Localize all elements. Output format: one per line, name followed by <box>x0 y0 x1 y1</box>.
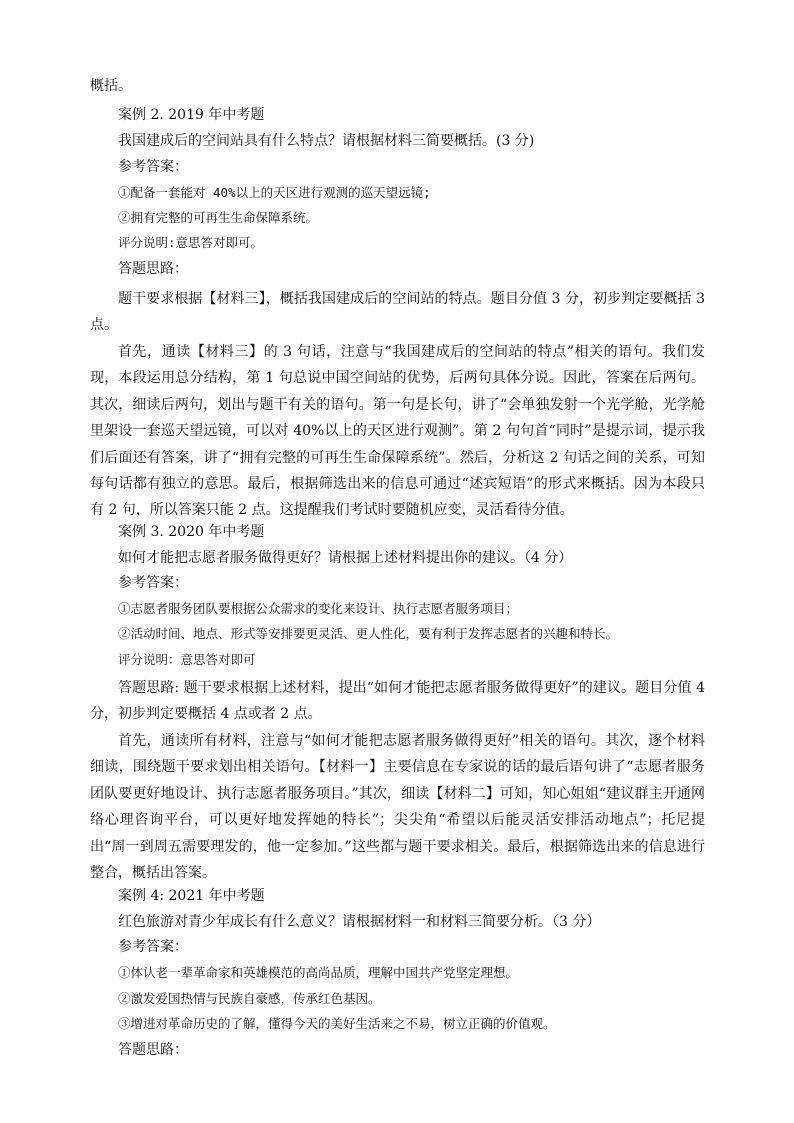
case-4-answer-label: 参考答案： <box>118 939 188 955</box>
case-4-answer-3: ③增进对革命历史的了解，懂得今天的美好生活来之不易，树立正确的价值观。 <box>118 1016 556 1031</box>
case-2-answer-1: ①配备一套能对 40%以上的天区进行观测的巡天望远镜; <box>118 185 431 200</box>
case-4-approach-label: 答题思路： <box>118 1042 188 1058</box>
case-2-scoring-note: 评分说明:意思答对即可。 <box>118 235 264 250</box>
case-2-approach-label: 答题思路： <box>118 261 188 277</box>
case-3-approach-paragraph-1: 答题思路: 题干要求根据上述材料，提出“如何才能把志愿者服务做得更好”的建议。题目分值 4 分，初步判定要概括 4 点或者 2 点。 <box>90 680 705 723</box>
case-4-answer-2: ②激发爱国热情与民族自豪感，传承红色基因。 <box>118 991 381 1006</box>
case-2-approach-paragraph-2: 首先，通读【材料三】的 3 句话，注意与“我国建成后的空间站的特点”相关的语句。我们发现，本段运用总分结构，第 1 句总说中国空间站的优势，后两句具体分说。因此，答案在后两句。其次，细读后两句，划出与题干有关的语句。第一句是长句，讲了“会单独发射一个光学舱，光学舱里架设一套巡天望远镜，可以对 40%以上的天区进行观测”。第 2 句句首“同时”是提示词，提示我们后面还有答案，讲了“拥有完整的可再生生命保障系统”。然后，分析这 2 句话之间的关系，可知每句话都有独立的意思。最后，根据筛选出来的信息可通过“述宾短语”的形式来概括。因为本段只有 2 句，所以答案只能 2 点。这提醒我们考试时要随机应变，灵活看待分值。 <box>90 344 705 519</box>
case-3-scoring-note: 评分说明：意思答对即可 <box>118 652 256 667</box>
case-2-heading: 案例 2. 2019 年中考题 <box>118 107 265 123</box>
case-2-approach-paragraph-1: 题干要求根据【材料三】，概括我国建成后的空间站的特点。题目分值 3 分，初步判定要概括 3 点。 <box>90 291 705 334</box>
continued-line: 概括。 <box>90 78 132 94</box>
case-3-approach-paragraph-2: 首先，通读所有材料，注意与“如何才能把志愿者服务做得更好”相关的语句。其次，逐个材料细读，围绕题干要求划出相关语句。【材料一】主要信息在专家说的话的最后语句讲了“志愿者服务团队要更好地设计、执行志愿者服务项目。”其次，细读【材料二】可知，知心姐姐“建议群主开通网络心理咨询平台，可以更好地发挥她的特长”；尖尖角“希望以后能灵活安排活动地点”；托尼提出“周一到周五需要理发的，他一定参加。”这些都与题干要求相关。最后，根据筛选出来的信息进行整合，概括出答案。 <box>90 733 705 882</box>
case-2-answer-2: ②拥有完整的可再生生命保障系统。 <box>118 210 319 225</box>
case-3-answer-1: ①志愿者服务团队要根据公众需求的变化来设计、执行志愿者服务项目； <box>118 601 519 616</box>
case-3-question: 如何才能把志愿者服务做得更好？请根据上述材料提出你的建议。（4 分） <box>118 550 573 566</box>
case-2-answer-label: 参考答案： <box>118 159 188 175</box>
case-3-answer-2: ②活动时间、地点、形式等安排要更灵活、更人性化，要有利于发挥志愿者的兴趣和特长。 <box>118 626 619 641</box>
case-4-heading: 案例 4: 2021 年中考题 <box>118 888 265 904</box>
case-4-question: 红色旅游对青少年成长有什么意义？请根据材料一和材料三简要分析。（3 分） <box>118 914 601 930</box>
case-3-heading: 案例 3. 2020 年中考题 <box>118 524 265 540</box>
case-2-question: 我国建成后的空间站具有什么特点？请根据材料三简要概括。(3 分) <box>118 133 535 149</box>
case-4-answer-1: ①体认老一辈革命家和英雄模范的高尚品质，理解中国共产党坚定理想。 <box>118 965 519 980</box>
case-3-answer-label: 参考答案： <box>118 575 188 591</box>
